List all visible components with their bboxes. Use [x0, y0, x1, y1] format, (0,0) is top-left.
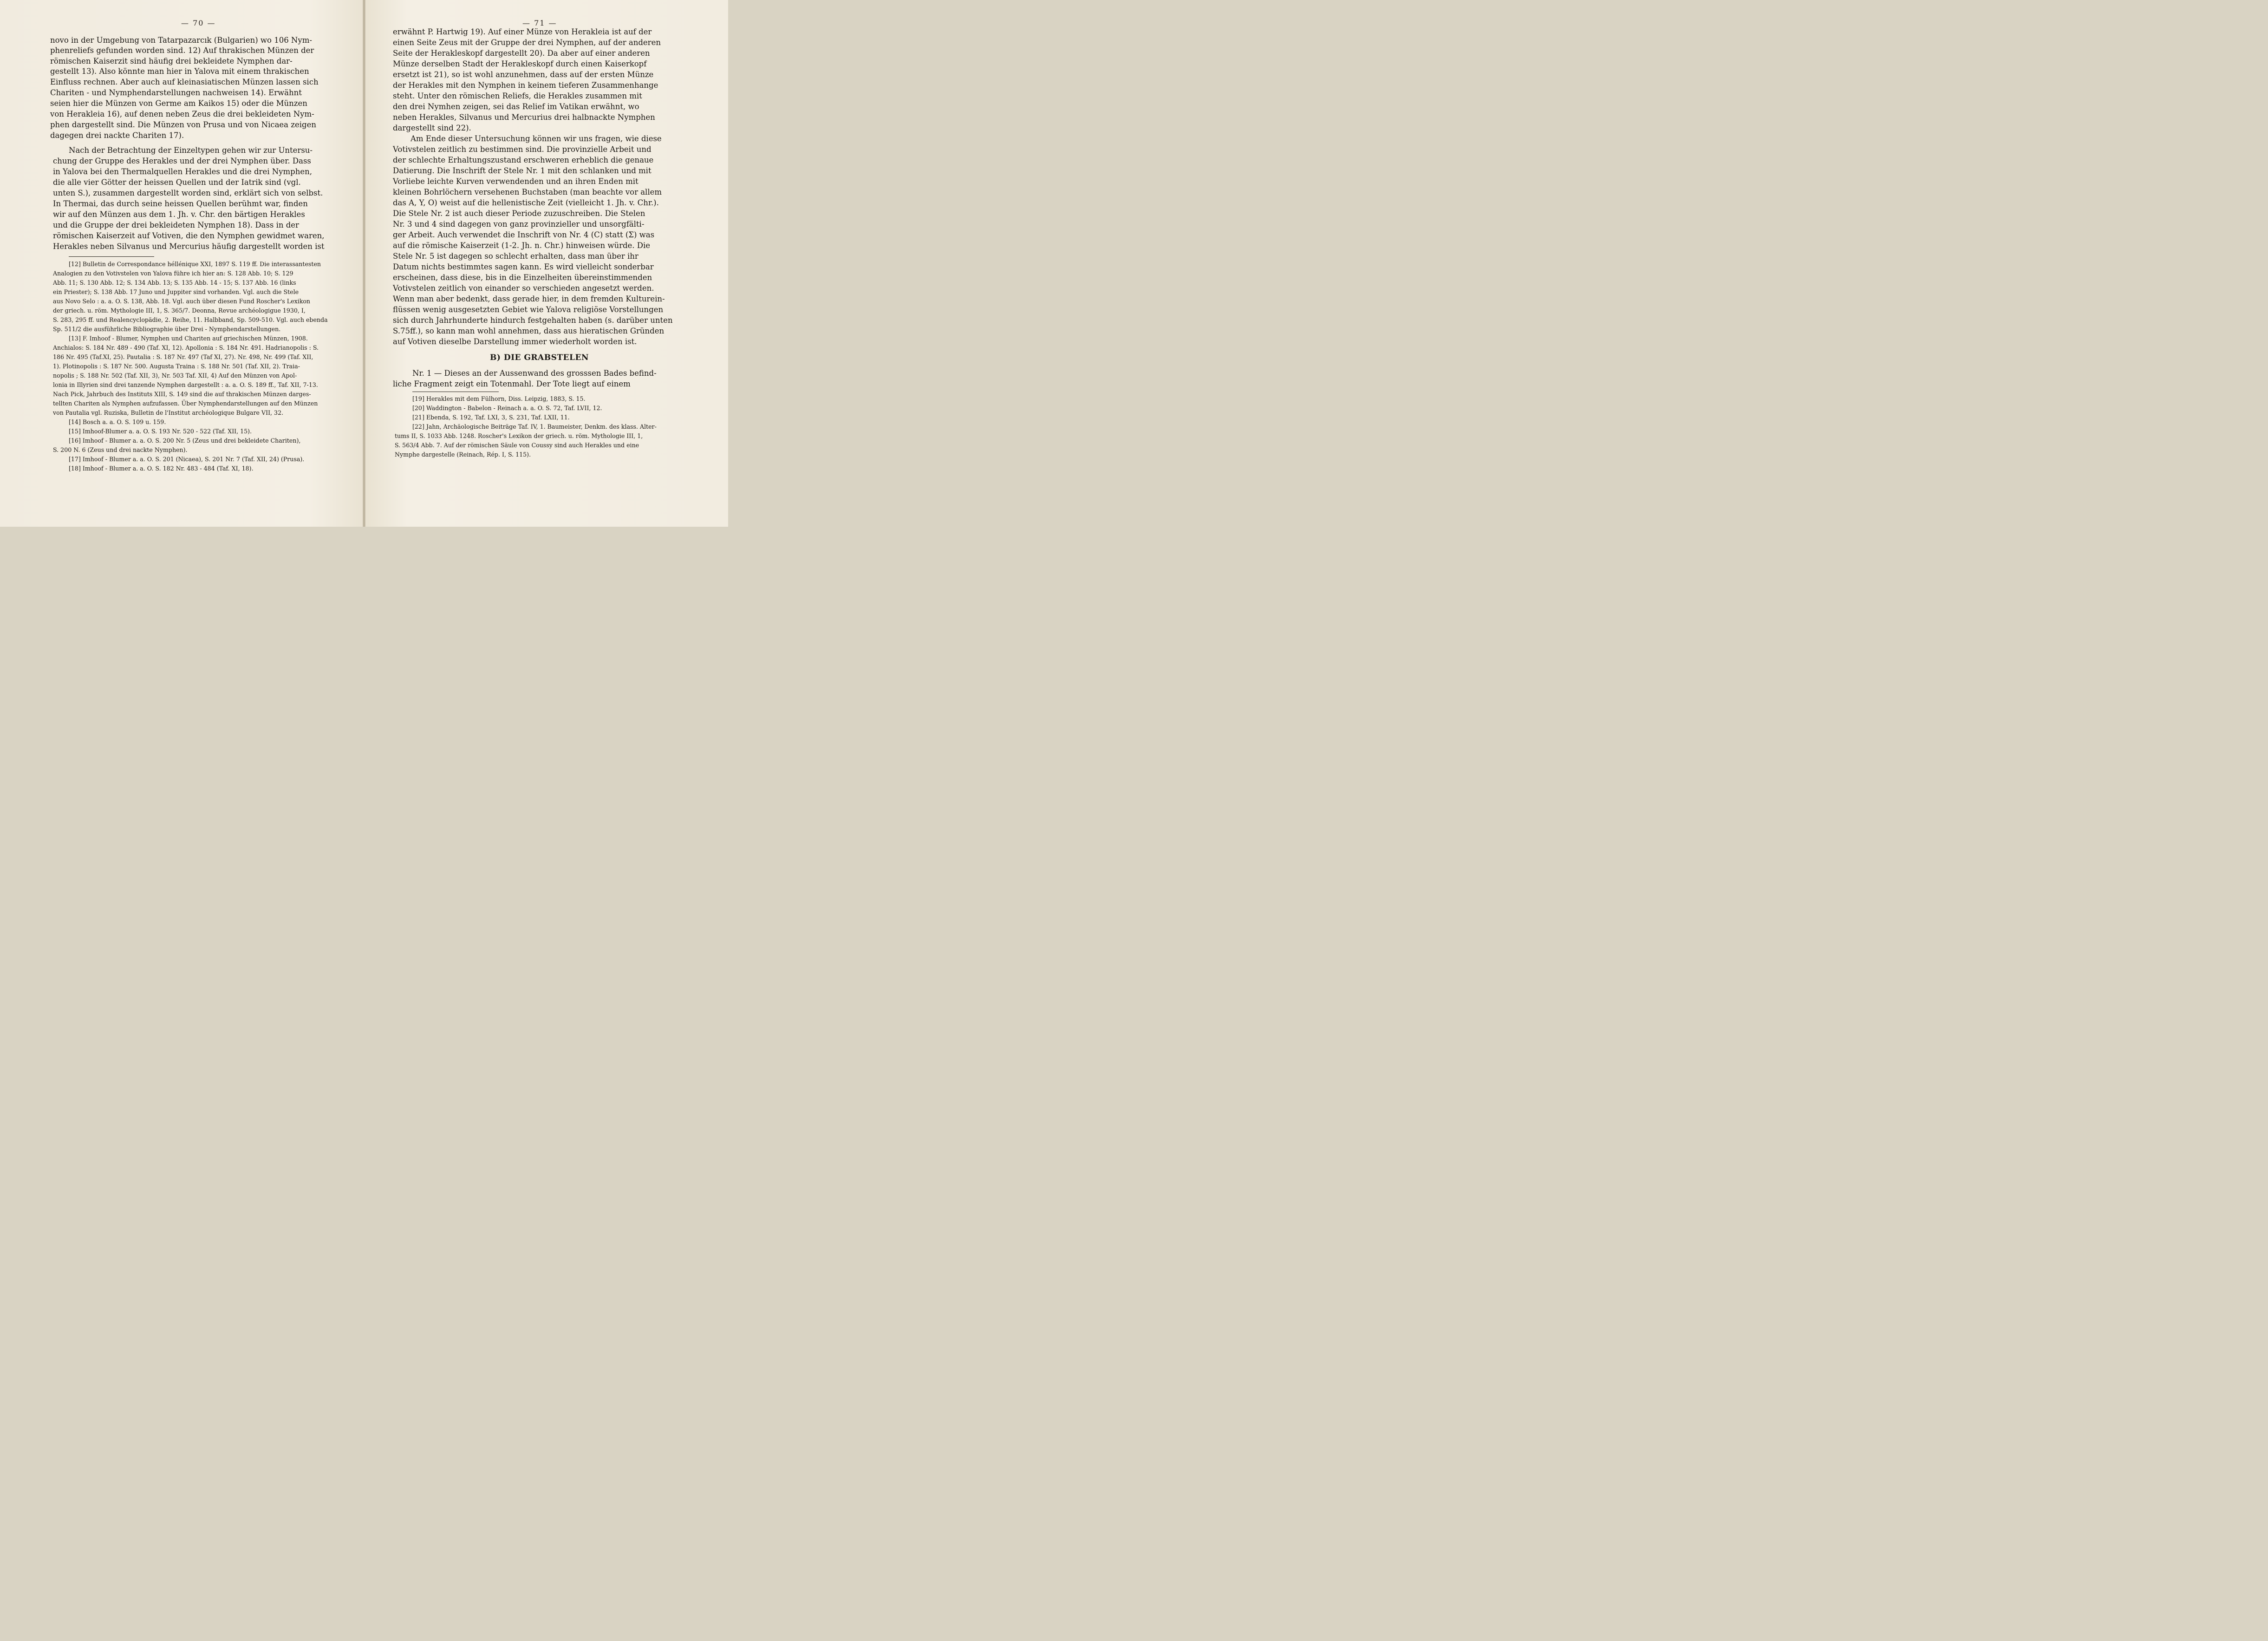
body-line: Datum nichts bestimmtes sagen kann. Es wird vielleicht sonderbar	[393, 262, 654, 271]
body-line: Seite der Herakleskopf dargestellt 20). Da aber auf einer anderen	[393, 49, 650, 58]
footnote-line: Anchialos: S. 184 Nr. 489 - 490 (Taf. XI, 12). Apollonia : S. 184 Nr. 491. Hadrianopolis : S.	[53, 344, 319, 351]
footnote-line: [12] Bulletin de Correspondance héllénique XXI, 1897 S. 119 ff. Die interassantesten	[69, 261, 321, 268]
body-line: wir auf den Münzen aus dem 1. Jh. v. Chr. den bärtigen Herakles	[53, 210, 305, 219]
body-line: neben Herakles, Silvanus und Mercurius drei halbnackte Nymphen	[393, 113, 655, 122]
body-line: Nach der Betrachtung der Einzeltypen gehen wir zur Untersu-	[69, 146, 313, 155]
body-line: Wenn man aber bedenkt, dass gerade hier, in dem fremden Kulturein-	[393, 294, 665, 303]
body-line: römischen Kaiserzeit auf Votiven, die den Nymphen gewidmet waren,	[53, 231, 325, 240]
body-line: Am Ende dieser Untersuchung können wir uns fragen, wie diese	[411, 134, 662, 143]
footnote-line: S. 200 N. 6 (Zeus und drei nackte Nymphen).	[53, 446, 188, 453]
footnote-line: [14] Bosch a. a. O. S. 109 u. 159.	[69, 418, 166, 425]
footnote-line: [18] Imhoof - Blumer a. a. O. S. 182 Nr. 483 - 484 (Taf. XI, 18).	[69, 465, 254, 472]
footnote-line: [15] Imhoof-Blumer a. a. O. S. 193 Nr. 520 - 522 (Taf. XII, 15).	[69, 428, 252, 435]
body-line: S.75ff.), so kann man wohl annehmen, dass aus hieratischen Gründen	[393, 327, 665, 335]
footnote-line: [22] Jahn, Archäologische Beiträge Taf. IV, 1. Baumeister, Denkm. des klass. Alter-	[412, 423, 657, 430]
footnote-line: tellten Chariten als Nymphen aufzufassen. Über Nymphendarstellungen auf den Münzen	[53, 400, 318, 407]
footnote-line: Analogien zu den Votivstelen von Yalova führe ich hier an: S. 128 Abb. 10; S. 129	[53, 270, 293, 277]
body-line: in Yalova bei den Thermalquellen Herakles und die drei Nymphen,	[53, 167, 312, 176]
body-line: auf Votiven dieselbe Darstellung immer wiederholt worden ist.	[393, 337, 637, 346]
body-line: dagegen drei nackte Chariten 17).	[50, 131, 184, 140]
footnote-line: S. 563/4 Abb. 7. Auf der römischen Säule von Coussy sind auch Herakles und eine	[395, 442, 639, 449]
body-line: und die Gruppe der drei bekleideten Nymphen 18). Dass in der	[53, 221, 299, 229]
body-line: ger Arbeit. Auch verwendet die Inschrift von Nr. 4 (C) statt (Σ) was	[393, 230, 655, 239]
footnote-rule	[69, 256, 154, 257]
body-line: unten S.), zusammen dargestellt worden sind, erklärt sich von selbst.	[53, 189, 323, 197]
section-heading: B) DIE GRABSTELEN	[490, 353, 589, 362]
footnote-line: Nymphe dargestelle (Reinach, Rép. I, S. 115).	[395, 451, 531, 458]
footnote-line: von Pautalia vgl. Ruziska, Bulletin de l'Institut archéologique Bulgare VII, 32.	[53, 409, 284, 416]
footnote-line: [20] Waddington - Babelon - Reinach a. a. O. S. 72, Taf. LVII, 12.	[412, 405, 602, 412]
body-line: Nr. 1 — Dieses an der Aussenwand des grosssen Bades befind-	[412, 369, 657, 378]
body-line: auf die römische Kaiserzeit (1-2. Jh. n. Chr.) hinweisen würde. Die	[393, 241, 651, 250]
body-line: ersetzt ist 21), so ist wohl anzunehmen, dass auf der ersten Münze	[393, 70, 654, 79]
footnote-line: [19] Herakles mit dem Fülhorn, Diss. Leipzig, 1883, S. 15.	[412, 395, 586, 402]
footnote-line: Nach Pick, Jahrbuch des Instituts XIII, S. 149 sind die auf thrakischen Münzen darges-	[53, 391, 311, 398]
body-line: die alle vier Götter der heissen Quellen und der Iatrik sind (vgl.	[53, 178, 301, 187]
body-line: In Thermai, das durch seine heissen Quellen berühmt war, finden	[53, 199, 308, 208]
body-line: liche Fragment zeigt ein Totenmahl. Der Tote liegt auf einem	[393, 379, 631, 388]
footnote-line: Sp. 511/2 die ausführliche Bibliographie über Drei - Nymphendarstellungen.	[53, 326, 281, 333]
body-line: Datierung. Die Inschrift der Stele Nr. 1 mit den schlanken und mit	[393, 166, 652, 175]
body-line: erscheinen, dass diese, bis in die Einzelheiten übereinstimmenden	[393, 273, 652, 282]
body-line: phen dargestellt sind. Die Münzen von Prusa und von Nicaea zeigen	[50, 120, 316, 129]
book-spread	[0, 0, 728, 527]
body-line: der Herakles mit den Nymphen in keinem tieferen Zusammenhange	[393, 81, 658, 90]
body-line: seien hier die Münzen von Germe am Kaikos 15) oder die Münzen	[50, 99, 307, 108]
body-line: einen Seite Zeus mit der Gruppe der drei Nymphen, auf der anderen	[393, 38, 661, 47]
body-line: Nr. 3 und 4 sind dagegen von ganz provinzieller und unsorgfälti-	[393, 220, 645, 229]
body-line: Herakles neben Silvanus und Mercurius häufig dargestellt worden ist	[53, 242, 325, 251]
footnote-line: [16] Imhoof - Blumer a. a. O. S. 200 Nr. 5 (Zeus und drei bekleidete Chariten),	[69, 437, 301, 444]
book-gutter	[363, 0, 365, 527]
body-line: flüssen wenig ausgesetzten Gebiet wie Yalova religiöse Vorstellungen	[393, 305, 664, 314]
body-line: Votivstelen zeitlich zu bestimmen sind. Die provinzielle Arbeit und	[393, 145, 652, 154]
body-line: dargestellt sind 22).	[393, 124, 471, 132]
footnote-line: Abb. 11; S. 130 Abb. 12; S. 134 Abb. 13; S. 135 Abb. 14 - 15; S. 137 Abb. 16 (links	[53, 279, 296, 286]
body-line: Votivstelen zeitlich von einander so verschieden angesetzt werden.	[393, 284, 654, 293]
left-page	[0, 0, 364, 527]
footnote-line: lonia in Illyrien sind drei tanzende Nymphen dargestellt : a. a. O. S. 189 ff., Taf. XII, 7-13.	[53, 381, 318, 388]
footnote-line: tums II, S. 1033 Abb. 1248. Roscher's Lexikon der griech. u. röm. Mythologie III, 1,	[395, 432, 643, 439]
footnote-line: ein Priester); S. 138 Abb. 17 Juno und Juppiter sind vorhanden. Vgl. auch die Stele	[53, 288, 299, 295]
body-line: der schlechte Erhaltungszustand erschweren erheblich die genaue	[393, 156, 654, 164]
page-number: — 70 —	[181, 19, 216, 27]
body-line: novo in der Umgebung von Tatarpazarcık (Bulgarien) wo 106 Nym-	[50, 36, 312, 45]
footnote-line: [21] Ebenda, S. 192, Taf. LXI, 3, S. 231, Taf. LXII, 11.	[412, 414, 570, 421]
body-line: römischen Kaiserzit sind häufig drei bekleidete Nymphen dar-	[50, 57, 293, 65]
footnote-line: aus Novo Selo : a. a. O. S. 138, Abb. 18. Vgl. auch über diesen Fund Roscher's Lexikon	[53, 298, 311, 305]
body-line: kleinen Bohrlöchern versehenen Buchstaben (man beachte vor allem	[393, 188, 662, 196]
footnote-line: 1). Plotinopolis : S. 187 Nr. 500. Augusta Traina : S. 188 Nr. 501 (Taf. XII, 2). Traia-	[53, 363, 300, 370]
body-line: Vorliebe leichte Kurven verwendenden und an ihren Enden mit	[393, 177, 639, 186]
body-line: das A, Y, O) weist auf die hellenistische Zeit (vielleicht 1. Jh. v. Chr.).	[393, 198, 659, 207]
body-line: Einfluss rechnen. Aber auch auf kleinasiatischen Münzen lassen sich	[50, 78, 319, 86]
body-line: phenreliefs gefunden worden sind. 12) Auf thrakischen Münzen der	[50, 46, 314, 55]
body-line: Münze derselben Stadt der Herakleskopf durch einen Kaiserkopf	[393, 59, 647, 68]
body-line: gestellt 13). Also könnte man hier in Yalova mit einem thrakischen	[50, 67, 309, 76]
footnote-line: [13] F. Imhoof - Blumer, Nymphen und Chariten auf griechischen Münzen, 1908.	[69, 335, 308, 342]
footnote-line: S. 283, 295 ff. und Realencyclopädie, 2. Reihe, 11. Halbband, Sp. 509-510. Vgl. auch ebenda	[53, 316, 328, 323]
body-line: steht. Unter den römischen Reliefs, die Herakles zusammen mit	[393, 92, 642, 100]
body-line: sich durch Jahrhunderte hindurch festgehalten haben (s. darüber unten	[393, 316, 673, 325]
body-line: Die Stele Nr. 2 ist auch dieser Periode zuzuschreiben. Die Stelen	[393, 209, 645, 218]
footnote-line: 186 Nr. 495 (Taf.XI, 25). Pautalia : S. 187 Nr. 497 (Taf XI, 27). Nr. 498, Nr. 499 (Taf. XII,	[53, 353, 313, 360]
right-page	[364, 0, 728, 527]
page-number: — 71 —	[522, 19, 557, 27]
footnote-line: der griech. u. röm. Mythologie III, 1, S. 365/7. Deonna, Revue archéologigue 1930, I,	[53, 307, 306, 314]
body-line: Chariten - und Nymphendarstellungen nachweisen 14). Erwähnt	[50, 88, 302, 97]
footnote-line: nopolis ; S. 188 Nr. 502 (Taf. XII, 3), Nr. 503 Taf. XII, 4) Auf den Münzen von Apol-	[53, 372, 297, 379]
body-line: Stele Nr. 5 ist dagegen so schlecht erhalten, dass man über ihr	[393, 252, 639, 261]
body-line: erwähnt P. Hartwig 19). Auf einer Münze von Herakleia ist auf der	[393, 27, 652, 36]
footnote-line: [17] Imhoof - Blumer a. a. O. S. 201 (Nicaea), S. 201 Nr. 7 (Taf. XII, 24) (Prusa).	[69, 456, 305, 463]
body-line: den drei Nymhen zeigen, sei das Relief im Vatikan erwähnt, wo	[393, 102, 639, 111]
body-line: von Herakleia 16), auf denen neben Zeus die drei bekleideten Nym-	[50, 110, 314, 118]
body-line: chung der Gruppe des Herakles und der drei Nymphen über. Dass	[53, 157, 311, 165]
